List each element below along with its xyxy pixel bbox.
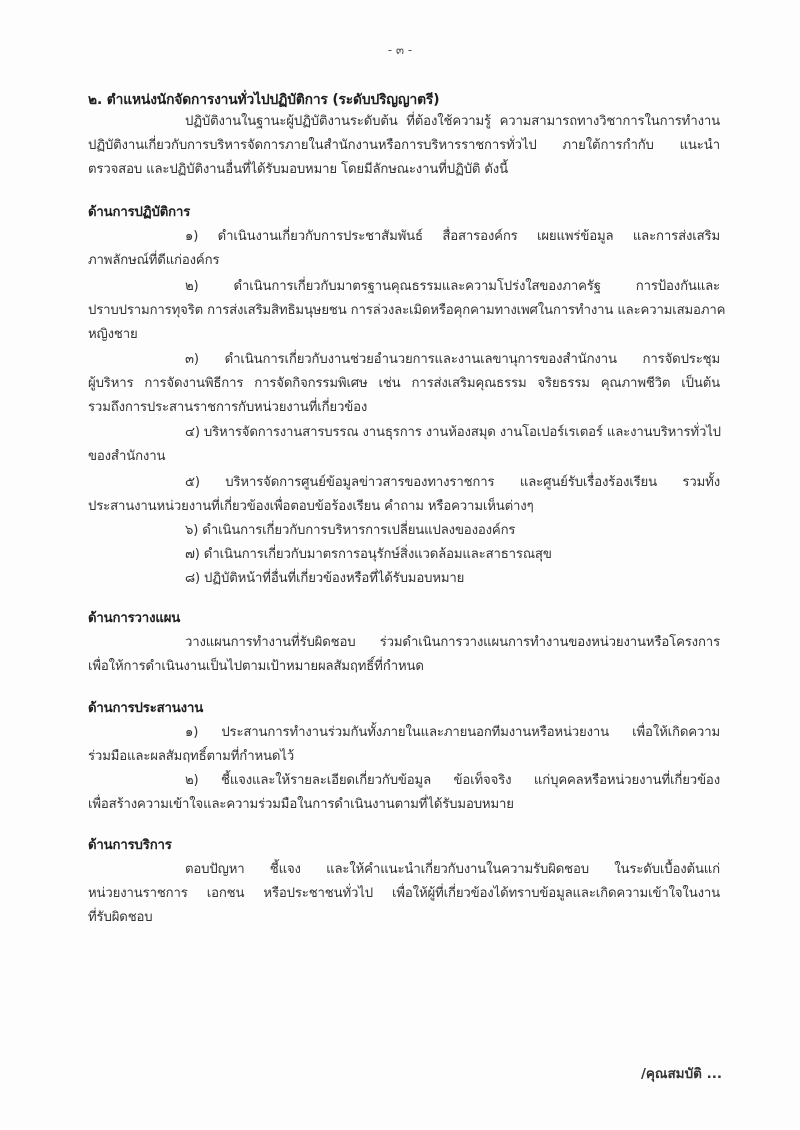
service-text-cont: ที่รับผิดชอบ	[88, 910, 153, 925]
operations-item-4: ๔) บริหารจัดการงานสารบรรณ งานธุรการ งานห้องสมุด งานโอเปอร์เรเตอร์ และงานบริหารทั่วไป	[185, 425, 721, 440]
page-number: - ๓ -	[387, 43, 413, 57]
coordination-item-1: ๑) ประสานการทำงานร่วมกันทั้งภายในและภายนอกทีมงานหรือหน่วยงาน เพื่อให้เกิดความ	[185, 725, 720, 740]
operations-item-2: ๒) ดำเนินการเกี่ยวกับมาตรฐานคุณธรรมและความโปร่งใสของภาครัฐ การป้องกันและ	[185, 279, 720, 294]
planning-text: วางแผนการทำงานที่รับผิดชอบ ร่วมดำเนินการวางแผนการทำงานของหน่วยงานหรือโครงการ	[185, 635, 720, 650]
heading-coordination: ด้านการประสานงาน	[88, 701, 204, 716]
heading-planning: ด้านการวางแผน	[88, 611, 181, 626]
service-text: ตอบปัญหา ชี้แจง และให้คำแนะนำเกี่ยวกับงานในความรับผิดชอบ ในระดับเบื้องต้นแก่	[185, 862, 720, 877]
operations-item-3-cont: ผู้บริหาร การจัดงานพิธีการ การจัดกิจกรรมพิเศษ เช่น การส่งเสริมคุณธรรม จริยธรรม คุณภาพชีวิต เป็นต้น	[88, 376, 720, 391]
intro-line: ปฏิบัติงานเกี่ยวกับการบริหารจัดการภายในสำนักงานหรือการบริหารราชการทั่วไป ภายใต้การกำกับ แนะนำ	[88, 138, 720, 153]
operations-item-2-cont: ปราบปรามการทุจริต การส่งเสริมสิทธิมนุษยชน การล่วงละเมิดหรือคุกคามทางเพศในการทำงาน และความเสมอภาค	[88, 303, 726, 318]
operations-item-1-cont: ภาพลักษณ์ที่ดีแก่องค์กร	[88, 253, 220, 268]
operations-item-2-cont: หญิงชาย	[88, 327, 138, 342]
operations-item-1: ๑) ดำเนินงานเกี่ยวกับการประชาสัมพันธ์ สื่อสารองค์กร เผยแพร่ข้อมูล และการส่งเสริม	[185, 229, 720, 244]
heading-operations: ด้านการปฏิบัติการ	[88, 205, 191, 220]
coordination-item-1-cont: ร่วมมือและผลสัมฤทธิ์ตามที่กำหนดไว้	[88, 749, 295, 764]
coordination-item-2-cont: เพื่อสร้างความเข้าใจและความร่วมมือในการดำเนินงานตามที่ได้รับมอบหมาย	[88, 797, 514, 812]
heading-service: ด้านการบริการ	[88, 838, 172, 853]
operations-item-3: ๓) ดำเนินการเกี่ยวกับงานช่วยอำนวยการและงานเลขานุการของสำนักงาน การจัดประชุม	[185, 352, 720, 367]
operations-item-5-cont: ประสานงานหน่วยงานที่เกี่ยวข้องเพื่อตอบข้อร้องเรียน คำถาม หรือความเห็นต่างๆ	[88, 499, 534, 514]
planning-text-cont: เพื่อให้การดำเนินงานเป็นไปตามเป้าหมายผลสัมฤทธิ์ที่กำหนด	[88, 659, 424, 674]
operations-item-6: ๖) ดำเนินการเกี่ยวกับการบริหารการเปลี่ยนแปลงขององค์กร	[185, 523, 516, 538]
service-text-cont: หน่วยงานราชการ เอกชน หรือประชาชนทั่วไป เพื่อให้ผู้ที่เกี่ยวข้องได้ทราบข้อมูลและเกิดความเข้าใจในงาน	[88, 886, 720, 901]
coordination-item-2: ๒) ชี้แจงและให้รายละเอียดเกี่ยวกับข้อมูล ข้อเท็จจริง แก่บุคคลหรือหน่วยงานที่เกี่ยวข้อง	[185, 773, 720, 788]
operations-item-3-cont: รวมถึงการประสานราชการกับหน่วยงานที่เกี่ยวข้อง	[88, 400, 368, 415]
operations-item-4-cont: ของสำนักงาน	[88, 449, 166, 464]
operations-item-7: ๗) ดำเนินการเกี่ยวกับมาตรการอนุรักษ์สิ่งแวดล้อมและสาธารณสุข	[185, 547, 552, 562]
operations-item-8: ๘) ปฏิบัติหน้าที่อื่นที่เกี่ยวข้องหรือที่ได้รับมอบหมาย	[185, 571, 465, 586]
continuation-marker: /คุณสมบัติ ...	[640, 1066, 722, 1082]
section-title: ๒. ตำแหน่งนักจัดการงานทั่วไปปฏิบัติการ (ระดับปริญญาตรี)	[88, 92, 440, 108]
intro-line: ตรวจสอบ และปฏิบัติงานอื่นที่ได้รับมอบหมาย โดยมีลักษณะงานที่ปฏิบัติ ดังนี้	[88, 162, 508, 177]
intro-line: ปฏิบัติงานในฐานะผู้ปฏิบัติงานระดับต้น ที่ต้องใช้ความรู้ ความสามารถทางวิชาการในการทำงาน	[185, 114, 720, 129]
operations-item-5: ๕) บริหารจัดการศูนย์ข้อมูลข่าวสารของทางราชการ และศูนย์รับเรื่องร้องเรียน รวมทั้ง	[185, 475, 720, 490]
